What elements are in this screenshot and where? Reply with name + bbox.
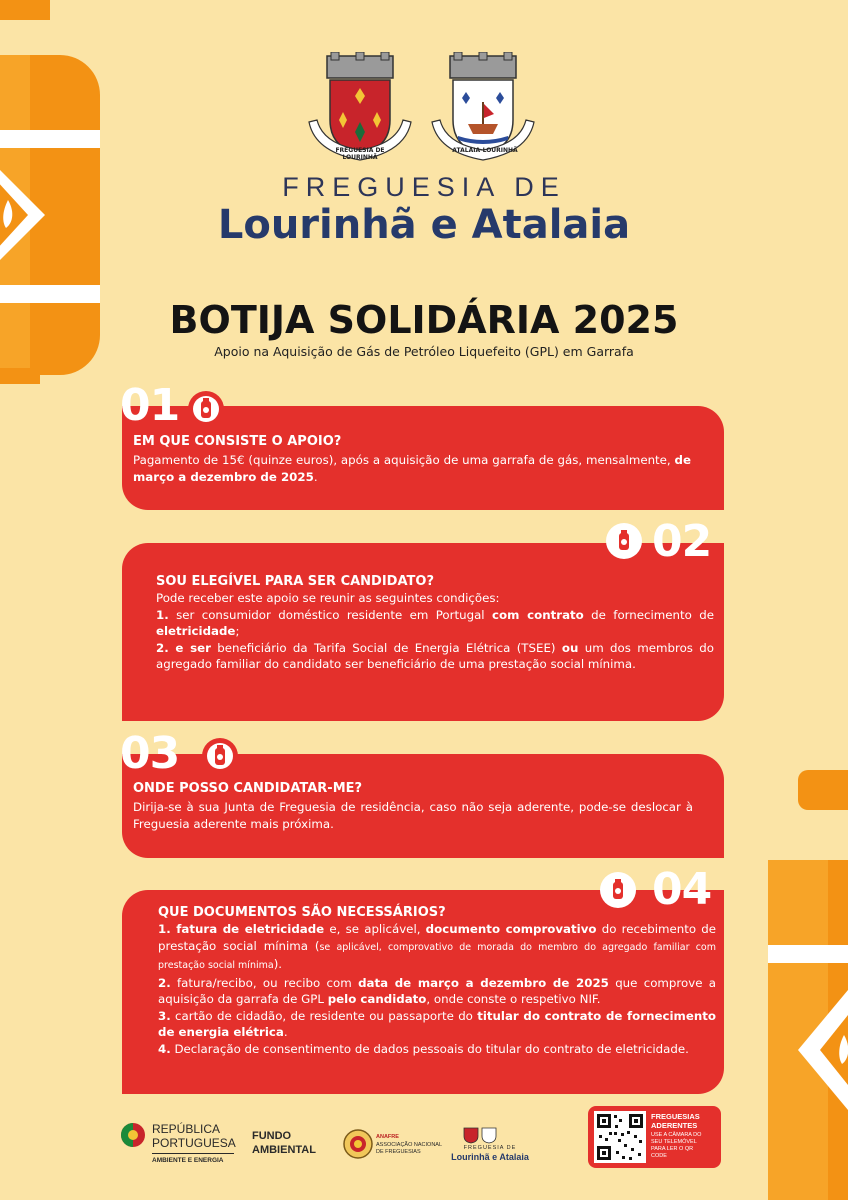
page-subtitle: Apoio na Aquisição de Gás de Petróleo Liquefeito (GPL) em Garrafa	[214, 344, 634, 359]
section-01-text	[133, 452, 691, 485]
document-1	[158, 921, 716, 975]
section-02-number: 02	[652, 516, 712, 567]
section-02-intro: Pode receber este apoio se reunir as seguintes condições:	[156, 591, 500, 605]
republica-divider	[152, 1153, 234, 1154]
org-name: Lourinhã e Atalaia	[217, 202, 631, 248]
cond-2-a: beneficiário da Tarifa Social de Energia Elétrica (TSEE)	[210, 640, 562, 655]
freguesia-footer-line-2: Lourinhã e Atalaia	[451, 1152, 529, 1162]
cond-1-b: com contrato	[491, 607, 584, 622]
crest-left-label: FREGUESIA DE LOURINHÃ	[335, 147, 385, 161]
qr-hint-line-1: USE A CÂMARA DO	[651, 1132, 702, 1138]
doc-1-number: 1.	[158, 922, 171, 936]
doc-1-d: do recebimento de prestação social mínima (	[158, 922, 716, 953]
doc-4-a: Declaração de consentimento de dados pessoais do titular do contrato de eletricidade.	[170, 1041, 689, 1056]
section-03-heading: ONDE POSSO CANDIDATAR-ME?	[133, 781, 363, 796]
anafre-line-2: ASSOCIAÇÃO NACIONAL	[376, 1142, 443, 1148]
qr-hint-line-2: SEU TELEMÓVEL	[651, 1139, 697, 1145]
section-04-text	[158, 921, 716, 1057]
gas-bottle-icon	[606, 523, 642, 559]
doc-3-a: cartão de cidadão, de residente ou passaporte do	[170, 1008, 478, 1023]
qr-hint-line-3: PARA LER O QR	[651, 1146, 694, 1152]
qr-code-icon[interactable]	[594, 1111, 646, 1163]
doc-2-e: , onde conste o respetivo NIF.	[426, 992, 601, 1006]
freguesia-footer-line-1: FREGUESIA DE	[463, 1145, 517, 1151]
section-01-heading: EM QUE CONSISTE O APOIO?	[133, 434, 342, 449]
section-01-number: 01	[120, 380, 180, 431]
doc-2-number: 2.	[158, 975, 171, 990]
doc-3-c: .	[283, 1025, 288, 1039]
cond-1-e: ;	[235, 624, 240, 638]
ministry-name: AMBIENTE E ENERGIA	[152, 1157, 224, 1164]
document-4	[158, 1041, 716, 1058]
section-03-text: Dirija-se à sua Junta de Freguesia de residência, caso não seja aderente, pode-se deslocar à Freguesia aderente mais próxima.	[133, 800, 693, 831]
doc-1-a: fatura de eletricidade	[170, 922, 325, 936]
doc-1-e: ).	[273, 957, 283, 971]
cond-2-c: um dos membros do agregado familiar do candidato ser beneficiário de uma prestação social mínima.	[156, 640, 714, 671]
doc-1-c: documento comprovativo	[425, 922, 597, 936]
cond-1-c: de fornecimento de	[583, 607, 715, 622]
section-02-heading: SOU ELEGÍVEL PARA SER CANDIDATO?	[156, 574, 434, 589]
gas-bottle-icon	[202, 738, 238, 774]
section-02-text	[156, 590, 714, 673]
gas-bottle-icon	[600, 872, 636, 908]
doc-3-number: 3.	[158, 1008, 171, 1023]
doc-1-b: e, se aplicável,	[324, 922, 426, 936]
cond-1-number: 1.	[156, 607, 169, 622]
anafre-line-1: ANAFRE	[376, 1134, 399, 1140]
section-02-condition-1	[156, 607, 714, 640]
doc-2-c: que comprove a aquisição da garrafa de GPL	[158, 975, 716, 1006]
fundo-ambiental-line-1: FUNDO	[252, 1130, 292, 1142]
doc-1-note: se aplicável, comprovativo de morada do membro do agregado familiar com prestação social mínima	[158, 941, 716, 971]
cond-2-b: ou	[561, 640, 579, 655]
anafre-logo-icon	[343, 1129, 373, 1159]
section-01-text-end: .	[313, 469, 318, 484]
org-prefix: FREGUESIA DE	[282, 172, 566, 202]
gas-bottle-icon	[188, 391, 224, 427]
section-01-text-a: Pagamento de 15€ (quinze euros), após a aquisição de uma garrafa de gás, mensalmente,	[133, 453, 675, 467]
crest-right-label: ATALAIA-LOURINHÃ	[452, 147, 518, 154]
section-03-number: 03	[120, 728, 180, 779]
section-04-number: 04	[652, 864, 712, 915]
qr-hint-line-4: CODE	[651, 1153, 667, 1159]
doc-2-b: data de março a dezembro de 2025	[358, 975, 609, 990]
freguesia-small-crests-icon	[460, 1126, 500, 1144]
document-3	[158, 1008, 716, 1041]
qr-title-line-2: ADERENTES	[651, 1121, 698, 1130]
page-title: BOTIJA SOLIDÁRIA 2025	[169, 298, 679, 342]
doc-2-d: pelo candidato	[327, 992, 427, 1006]
anafre-line-3: DE FREGUESIAS	[376, 1149, 421, 1155]
section-02-condition-2	[156, 640, 714, 673]
document-2	[158, 975, 716, 1008]
republica-line-2: PORTUGUESA	[152, 1136, 236, 1150]
doc-4-number: 4.	[158, 1041, 171, 1056]
fundo-ambiental-line-2: AMBIENTAL	[252, 1144, 316, 1156]
section-01-text-bold: de março a dezembro de 2025	[133, 453, 691, 484]
cond-1-d: eletricidade	[156, 624, 236, 638]
republica-line-1: REPÚBLICA	[152, 1122, 221, 1136]
cond-1-a: ser consumidor doméstico residente em Portugal	[168, 607, 492, 622]
doc-2-a: fatura/recibo, ou recibo com	[170, 975, 359, 990]
doc-3-b: titular do contrato de fornecimento de energia elétrica	[158, 1008, 716, 1039]
section-04-heading: QUE DOCUMENTOS SÃO NECESSÁRIOS?	[158, 905, 446, 920]
qr-title-line-1: FREGUESIAS	[651, 1112, 700, 1121]
republica-portuguesa-logo-icon	[120, 1122, 146, 1148]
cond-2-number: 2. e ser	[156, 640, 211, 655]
gas-cylinder-illustration-bottom-right	[768, 770, 848, 1200]
